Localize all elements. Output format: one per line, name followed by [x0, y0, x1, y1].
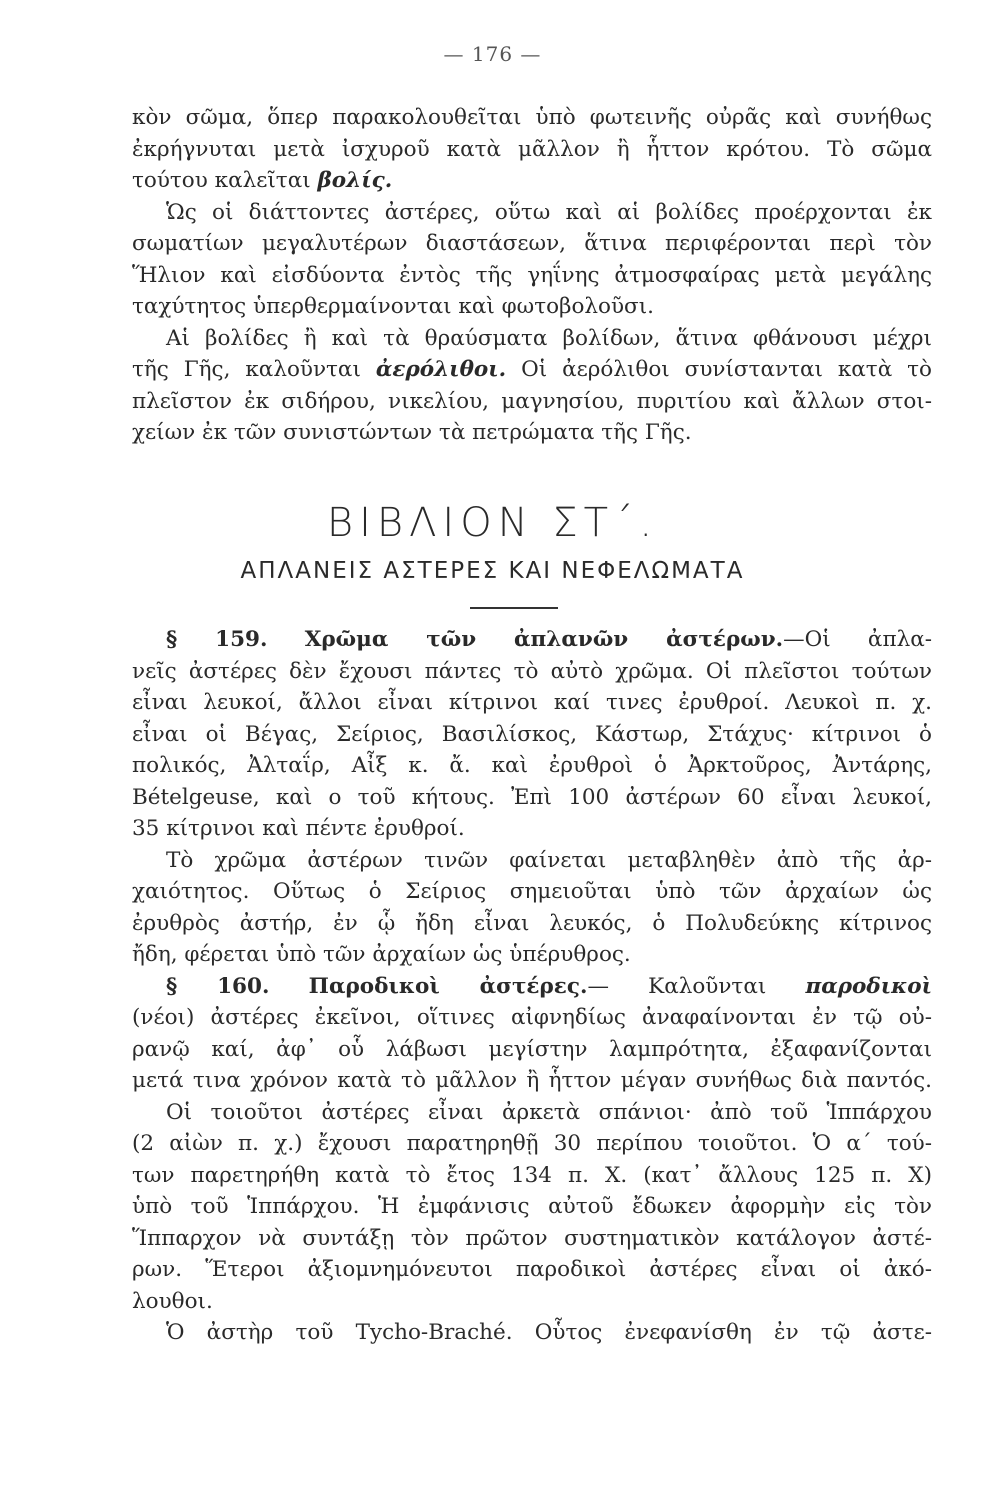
- text-line: (νέοι) ἀστέρες ἐκεῖνοι, οἵτινες αἰφνηδίως ἀναφαίνονται ἐν τῷ οὐ-: [132, 1005, 932, 1030]
- term-bolis: βολίς.: [317, 168, 393, 193]
- text-line: Ὁ ἀστὴρ τοῦ Tycho-Braché. Οὗτος ἐνεφανίσθη ἐν τῷ ἀστε-: [166, 1320, 932, 1345]
- text-line: χείων ἐκ τῶν συνιστώντων τὰ πετρώματα τῆς Γῆς.: [132, 420, 692, 445]
- title-divider: [470, 607, 558, 609]
- text-fragment: τούτου καλεῖται: [132, 168, 311, 193]
- text-line: εἶναι οἱ Βέγας, Σείριος, Βασιλίσκος, Κάστωρ, Στάχυς· κίτρινοι ὁ: [132, 721, 932, 747]
- section-heading: Παροδικοὶ ἀστέρες.: [308, 973, 588, 999]
- text-line: Ὡς οἱ διάττοντες ἀστέρες, οὕτω καὶ αἱ βολίδες προέρχονται ἐκ: [166, 199, 932, 225]
- text-fragment: —Οἱ ἀπλα-: [783, 627, 932, 652]
- text-line: νεῖς ἀστέρες δὲν ἔχουσι πάντες τὸ αὐτὸ χρῶμα. Οἱ πλεῖστοι τούτων: [132, 658, 932, 684]
- text-line: 35 κίτρινοι καὶ πέντε ἐρυθροί.: [132, 816, 465, 841]
- text-line: των παρετηρήθη κατὰ τὸ ἔτος 134 π. Χ. (κατ᾽ ἄλλους 125 π. Χ): [132, 1162, 932, 1188]
- text-fragment: Οἱ ἀερόλιθοι συνίστανται κατὰ τὸ: [521, 357, 933, 382]
- text-line: εἶναι λευκοί, ἄλλοι εἶναι κίτρινοι καί τινες ἐρυθροί. Λευκοὶ π. χ.: [132, 690, 932, 715]
- text-line: ἐκρήγνυται μετὰ ἰσχυροῦ κατὰ μᾶλλον ἢ ἧττον κρότου. Τὸ σῶμα: [132, 136, 932, 162]
- text-line: ρων. Ἕτεροι ἀξιομνημόνευτοι παροδικοὶ ἀστέρες εἶναι οἱ ἀκό-: [132, 1257, 932, 1282]
- section-number: § 160.: [166, 973, 270, 999]
- text-line: Οἱ τοιοῦτοι ἀστέρες εἶναι ἀρκετὰ σπάνιοι· ἀπὸ τοῦ Ἱππάρχου: [166, 1099, 932, 1125]
- text-line: λουθοι.: [132, 1288, 213, 1314]
- text-line: ἐρυθρὸς ἀστήρ, ἐν ᾧ ἤδη εἶναι λευκός, ὁ Πολυδεύκης κίτρινος: [132, 910, 932, 936]
- text-line: [132, 354, 932, 386]
- text-fragment: τῆς Γῆς, καλοῦνται: [132, 357, 361, 382]
- text-line: πολικός, Ἀλταΐρ, Αἶξ κ. ἄ. καὶ ἐρυθροὶ ὁ Ἀρκτοῦρος, Ἀντάρης,: [132, 753, 932, 778]
- book-subtitle: ΑΠΛΑΝΕΙΣ ΑΣΤΕΡΕΣ ΚΑΙ ΝΕΦΕΛΩΜΑΤΑ: [240, 558, 745, 584]
- text-line: πλεῖστον ἐκ σιδήρου, νικελίου, μαγνησίου, πυριτίου καὶ ἄλλων στοι-: [132, 388, 932, 414]
- text-line: χαιότητος. Οὕτως ὁ Σείριος σημειοῦται ὑπὸ τῶν ἀρχαίων ὡς: [132, 879, 932, 904]
- book-title: ΒΙΒΛΙΟΝ ΣΤ΄.: [326, 500, 659, 546]
- text-line: μετά τινα χρόνον κατὰ τὸ μᾶλλον ἢ ἧττον μέγαν συνήθως διὰ παντός.: [132, 1068, 932, 1093]
- text-line: Ἵππαρχον νὰ συντάξῃ τὸν πρῶτον συστηματικὸν κατάλογον ἀστέ-: [132, 1225, 932, 1251]
- text-line: [132, 165, 932, 197]
- text-line: σωματίων μεγαλυτέρων διαστάσεων, ἅτινα περιφέρονται περὶ τὸν: [132, 231, 932, 256]
- term-aerolithoi: ἀερόλιθοι.: [375, 357, 507, 382]
- text-line: Bételgeuse, καὶ ο τοῦ κήτους. Ἐπὶ 100 ἀστέρων 60 εἶναι λευκοί,: [132, 784, 932, 810]
- text-line: (2 αἰὼν π. χ.) ἔχουσι παρατηρηθῇ 30 περίπου τοιοῦτοι. Ὁ α΄ τού-: [132, 1131, 932, 1156]
- section-160-heading-line: [132, 971, 932, 1003]
- text-line: ἤδη, φέρεται ὑπὸ τῶν ἀρχαίων ὡς ὑπέρυθρος.: [132, 942, 631, 967]
- text-line: Τὸ χρῶμα ἀστέρων τινῶν φαίνεται μεταβληθὲν ἀπὸ τῆς ἀρ-: [166, 847, 932, 873]
- section-heading: Χρῶμα τῶν ἀπλανῶν ἀστέρων.: [304, 627, 784, 652]
- text-block-top: [132, 102, 932, 449]
- text-line: Ἥλιον καὶ εἰσδύοντα ἐντὸς τῆς γηΐνης ἀτμοσφαίρας μετὰ μεγάλης: [132, 262, 932, 288]
- section-159-heading-line: [132, 624, 932, 656]
- text-block-bottom: [132, 624, 932, 1349]
- text-line: Αἱ βολίδες ἢ καὶ τὰ θραύσματα βολίδων, ἅτινα φθάνουσι μέχρι: [166, 325, 932, 351]
- term-parodikoi: παροδικοὶ: [805, 973, 932, 999]
- text-line: κὸν σῶμα, ὅπερ παρακολουθεῖται ὑπὸ φωτεινῆς οὐρᾶς καὶ συνήθως: [132, 105, 932, 130]
- section-number: § 159.: [166, 627, 268, 652]
- text-line: ρανῷ καί, ἀφ᾽ οὗ λάβωσι μεγίστην λαμπρότητα, ἐξαφανίζονται: [132, 1036, 932, 1062]
- text-line: ὑπὸ τοῦ Ἱππάρχου. Ἡ ἐμφάνισις αὐτοῦ ἔδωκεν ἀφορμὴν εἰς τὸν: [132, 1194, 932, 1219]
- text-fragment: — Καλοῦνται: [587, 973, 767, 999]
- text-line: ταχύτητος ὑπερθερμαίνονται καὶ φωτοβολοῦσι.: [132, 294, 654, 319]
- page-number: — 176 —: [443, 42, 542, 66]
